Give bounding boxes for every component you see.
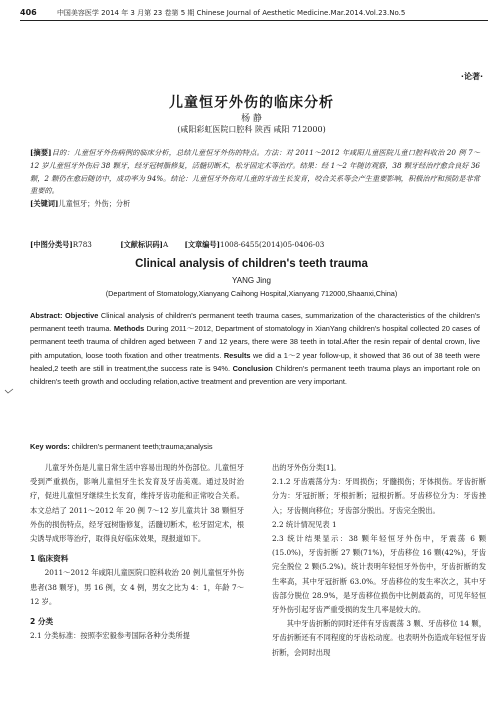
keywords-english [30,441,480,453]
classification-line [30,239,480,251]
keywords-cn [30,199,130,208]
objective-label: Objective [65,311,99,320]
methods-text: During 2011～2012, Department of stomatology in XianYang children's hospital collected 20 cases of permanent teeth trauma of children aged between 7 and 12 years, there were 38 teeth in total.After the resin repair of dental crown, live pith amputation, loose tooth fixation and other treatments. [30,324,480,360]
doc-code-label: [文献标识码] [120,240,163,249]
keywords-text-en: children's permanent teeth;trauma;analysis [71,442,213,451]
intro-paragraph: 儿童牙外伤是儿童日常生活中容易出现的外伤部位。儿童恒牙受到严重损伤，影响儿童恒牙生长发育及牙齿美观。通过及时治疗，促进儿童恒牙继续生长发育，维持牙齿功能和正常咬合关系。本文总结了 2011～2012 年 20 例 7～12 岁儿童共计 38 颗恒牙外伤的损伤特点，经牙冠树脂修复，活髓切断术，松牙固定术，根尖诱导成形等治疗，取得良好临床效果，现报道如下。 [30,463,244,544]
affiliation-english: (Department of Stomatology,Xianyang Caihong Hospital,Xianyang 712000,Shaanxi,China) [105,289,398,298]
header-rule [20,20,488,21]
body-column-left [30,461,244,643]
right-paragraph-5: 其中牙齿折断的同时还伴有牙齿震荡 3 颗、牙齿移位 14 颗，牙齿折断还有不同程度的牙齿松动度。也表明外伤造成年轻恒牙齿折断，会同时出现 [272,619,486,657]
body-column-right [272,461,486,660]
clc-value: R783 [72,240,92,249]
abstract-text-cn: 目的：儿童恒牙外伤病例的临床分析，总结儿童恒牙外伤的特点。方法：对 2011～2012 年咸阳儿童医院儿童口腔科收治 20 例 7～12 岁儿童恒牙外伤后 38 颗牙，经牙冠树脂修复，活髓切断术，松牙固定术等治疗。结果：经 1～2 年随访观察，38 颗牙经治疗愈合良好 36 颗，2 颗仍在愈后随访中，成功率为 94%。结论：儿童恒牙外伤对儿童的牙齿生长发育，咬合关系等会产生重要影响，积极治疗和预防是非常重要的。 [30,148,480,196]
section-1-heading: 1 临床资料 [30,554,69,564]
right-paragraph-2: 2.1.2 牙齿震荡分为：牙周损伤；牙髓损伤；牙体损伤。牙齿折断分为：牙冠折断；牙根折断；冠根折断。牙齿移位分为：牙齿挫入；牙齿侧向移位；牙齿部分脱出。牙齿完全脱出。 [272,477,486,515]
conclusion-label: Conclusion [232,363,273,373]
abstract-english [30,309,480,388]
keywords-label-cn: [关键词] [30,199,59,209]
conclusion-text: Children's permanent teeth trauma plays an important role on children's teeth growth and occluding relation,active treatment and prevention are very important. [30,363,481,387]
keywords-text-cn: 儿童恒牙；外伤；分析 [58,199,131,209]
results-label: Results [223,350,251,360]
section-1-text: 2011～2012 年咸阳儿童医院口腔科收治 20 例儿童恒牙外伤患者(38 颗牙)，男 16 例，女 4 例，男女之比为 4：1，年龄 7～12 岁。 [30,568,244,606]
title-chinese: 儿童恒牙外伤的临床分析 [169,95,334,111]
results-text: we did a 1～2 year follow-up, it showed that 36 out of 38 teeth were healed,2 teeth are still in treatment,the success rate is 94%. [30,350,480,373]
right-paragraph-4: 2.3 统计结果显示：38 颗年轻恒牙外伤中，牙震荡 6 颗(15.0%)，牙齿折断 27 颗(71%)，牙齿移位 16 颗(42%)，牙齿完全脱位 2 颗(5.2%)。统计表明年轻恒牙外伤中，牙齿折断的发生率高，其中牙冠折断 63.0%。牙齿移位的发生率次之，其中牙齿部分脱位 28.9%，是牙齿移位损伤中比例最高的，可见年轻恒牙外伤引起牙齿严重受损的发生几率是较大的。 [272,534,486,615]
affiliation-chinese: (咸阳彩虹医院口腔科 陕西 咸阳 712000) [177,125,326,134]
journal-citation: 中国美容医学 2014 年 3 月第 23 卷第 5 期 Chinese Journal of Aesthetic Medicine.Mar.2014.Vol.23.No.5 [56,9,406,17]
abstract-label-en: Abstract: [30,311,63,320]
title-english: Clinical analysis of children's teeth trauma [135,258,368,270]
methods-label: Methods [113,324,145,334]
section-2-heading: 2 分类 [30,617,54,627]
running-header [20,6,488,19]
author-chinese: 杨 静 [241,114,262,124]
section-label: ·论著· [460,72,483,81]
right-paragraph-3: 2.2 统计情况见表 1 [272,519,337,529]
article-number-value: 1008-6455(2014)05-0406-03 [220,240,325,249]
abstract-label-cn: [摘要] [30,148,52,157]
keywords-label-en: Key words: [30,442,70,451]
doc-code-value: A [162,240,169,249]
author-english: YANG Jing [232,276,271,285]
section-2-text: 2.1 分类标准：按照李宏毅参考国际各种分类所提 [30,631,190,641]
page-number: 406 [20,8,37,17]
objective-text: Clinical analysis of children's permanent teeth trauma cases, summarization of the characteristics of the children's permanent teeth trauma. [30,311,481,334]
article-number-label: [文章编号] [184,240,220,249]
clc-label: [中图分类号] [30,240,73,249]
abstract-chinese [30,147,480,211]
margin-check-mark [4,388,14,394]
right-paragraph-1: 出的牙外伤分类[1]。 [272,463,341,472]
